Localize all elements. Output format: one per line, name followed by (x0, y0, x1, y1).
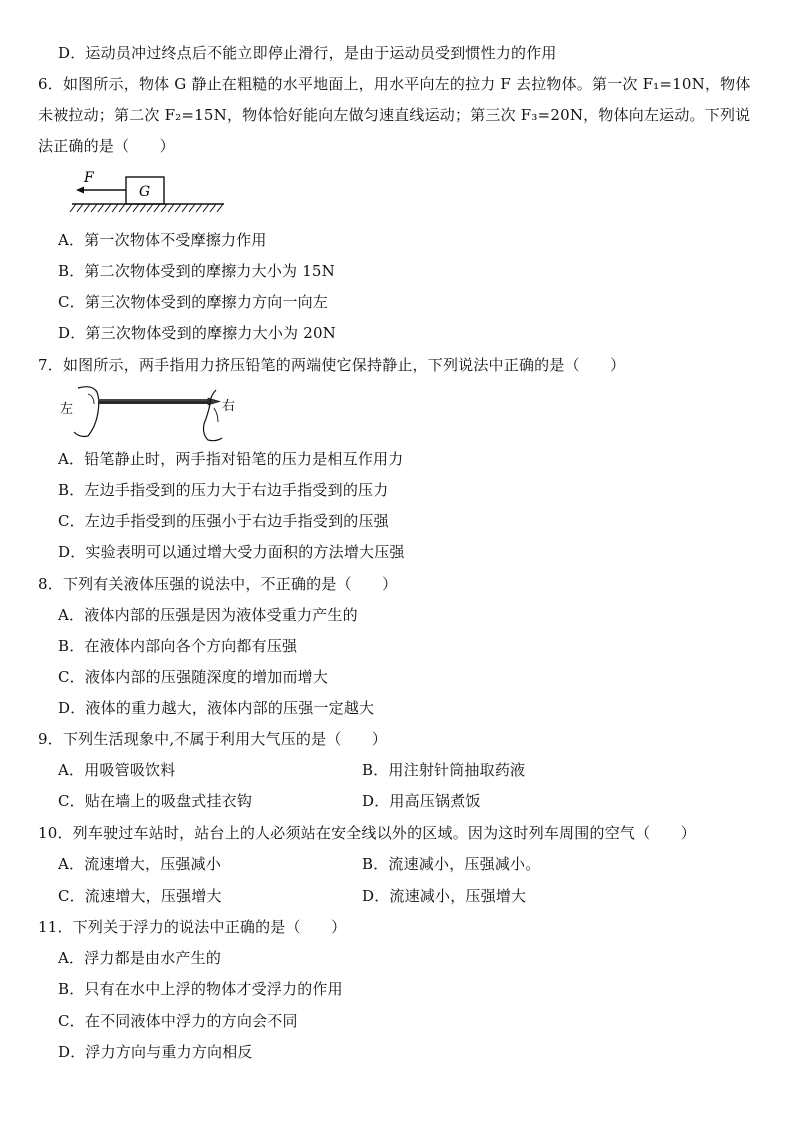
q10-option-d: D．流速减小，压强增大 (362, 887, 527, 905)
force-arrow-head (76, 187, 84, 194)
q8-option-c: C．液体内部的压强随深度的增加而增大 (58, 668, 329, 686)
q9-stem: 9．下列生活现象中,不属于利用大气压的是（ ） (38, 730, 388, 748)
q7-option-d: D．实验表明可以通过增大受力面积的方法增大压强 (58, 543, 405, 561)
q6-option-b: B．第二次物体受到的摩擦力大小为 15N (58, 262, 336, 280)
right-finger (204, 390, 223, 441)
q9-option-b: B．用注射针筒抽取药液 (362, 761, 526, 779)
block-force-diagram (68, 168, 228, 220)
ground-hatching (70, 204, 223, 212)
pencil-fingers-diagram (58, 382, 240, 444)
left-finger (74, 387, 99, 437)
right-finger-nail (214, 408, 218, 422)
q7-option-a: A．铅笔静止时，两手指对铅笔的压力是相互作用力 (58, 450, 404, 468)
q11-option-d: D．浮力方向与重力方向相反 (58, 1043, 253, 1061)
q10-option-a: A．流速增大，压强减小 (58, 855, 222, 873)
left-finger-nail (88, 394, 94, 404)
q7-option-c: C．左边手指受到的压强小于右边手指受到的压强 (58, 512, 389, 530)
q9-option-d: D．用高压锅煮饭 (362, 792, 481, 810)
q10-stem: 10．列车驶过车站时，站台上的人必须站在安全线以外的区域。因为这时列车周围的空气（ ） (38, 824, 696, 842)
left-hand-label: 左 (60, 402, 74, 417)
q8-option-b: B．在液体内部向各个方向都有压强 (58, 637, 298, 655)
q9-option-a: A．用吸管吸饮料 (58, 761, 176, 779)
right-hand-label: 右 (222, 399, 236, 414)
q8-stem: 8．下列有关液体压强的说法中，不正确的是（ ） (38, 575, 398, 593)
q6-stem: 6．如图所示，物体 G 静止在粗糙的水平地面上，用水平向左的拉力 F 去拉物体。第一次 F₁=10N，物体未被拉动；第二次 F₂=15N，物体恰好能向左做匀速直线运动；第三次 F₃=20N，物体向左运动。下列说法正确的是（ ） (38, 75, 751, 155)
q10-option-b: B．流速减小，压强减小。 (362, 855, 541, 873)
q11-option-a: A．浮力都是由水产生的 (58, 949, 222, 967)
q7-option-b: B．左边手指受到的压力大于右边手指受到的压力 (58, 481, 389, 499)
q6-option-d: D．第三次物体受到的摩擦力大小为 20N (58, 324, 337, 342)
q11-option-c: C．在不同液体中浮力的方向会不同 (58, 1012, 298, 1030)
q11-option-b: B．只有在水中上浮的物体才受浮力的作用 (58, 980, 343, 998)
q8-option-a: A．液体内部的压强是因为液体受重力产生的 (58, 606, 358, 624)
q6-option-a: A．第一次物体不受摩擦力作用 (58, 231, 267, 249)
q10-option-c: C．流速增大，压强增大 (58, 887, 222, 905)
q9-option-c: C．贴在墙上的吸盘式挂衣钩 (58, 792, 253, 810)
force-label: F (84, 170, 94, 186)
block-label: G (139, 184, 151, 200)
q8-option-d: D．液体的重力越大，液体内部的压强一定越大 (58, 699, 375, 717)
q5-option-d: D．运动员冲过终点后不能立即停止滑行，是由于运动员受到惯性力的作用 (58, 44, 557, 62)
q11-stem: 11．下列关于浮力的说法中正确的是（ ） (38, 918, 347, 936)
q6-option-c: C．第三次物体受到的摩擦力方向一向左 (58, 293, 329, 311)
q7-stem: 7．如图所示，两手指用力挤压铅笔的两端使它保持静止，下列说法中正确的是（ ） (38, 356, 626, 374)
